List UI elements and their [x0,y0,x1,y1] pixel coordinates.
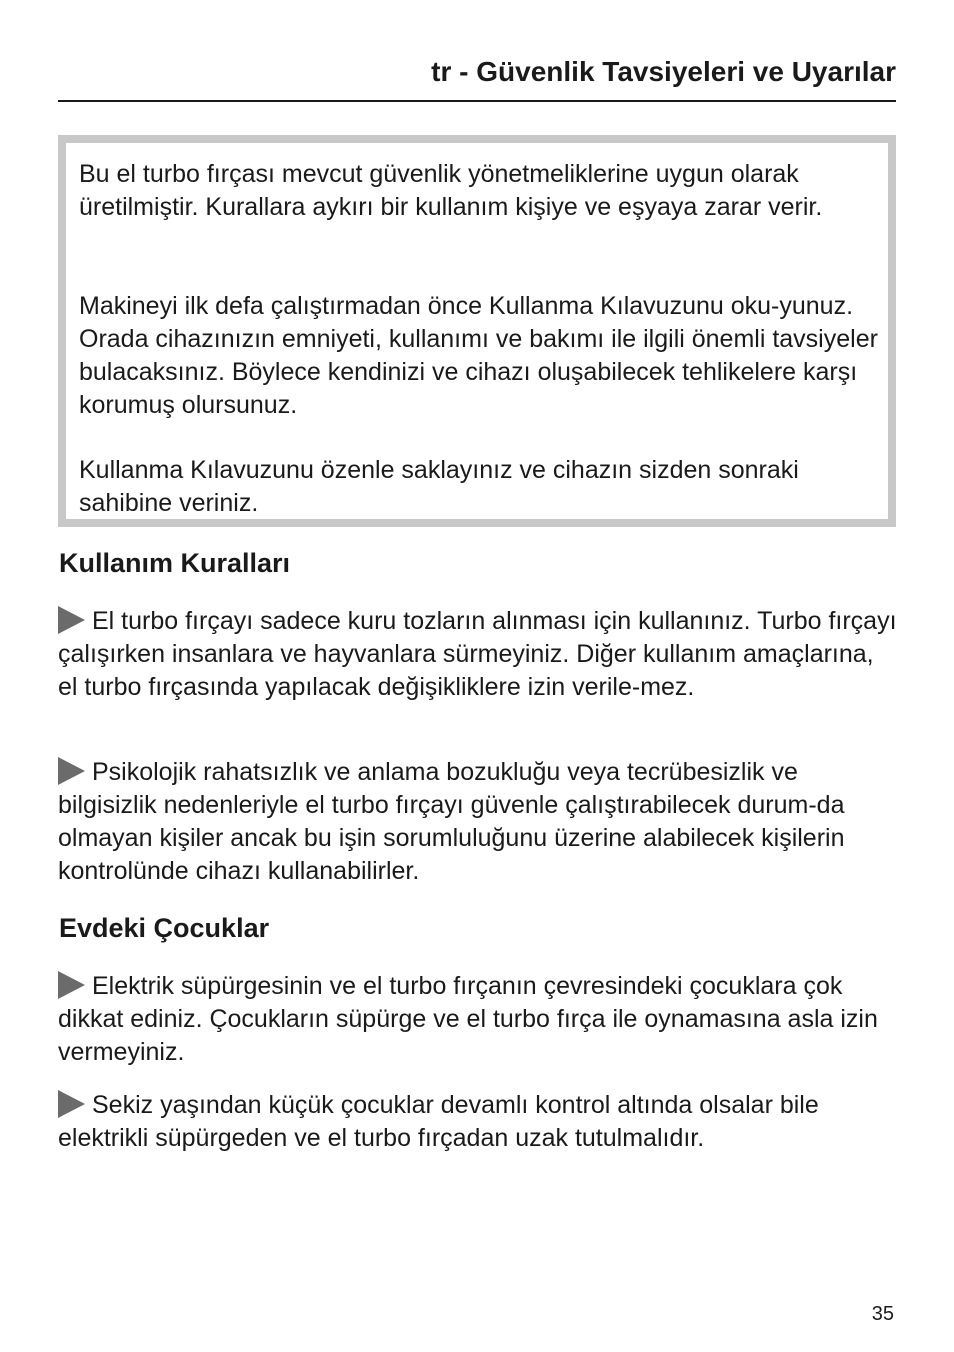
section-heading-kullanim: Kullanım Kuralları [59,548,291,578]
list-item [58,605,898,704]
list-item-text: Psikolojik rahatsızlık ve anlama bozukluğu veya tecrübesizlik ve bilgisizlik nedenleriyle el turbo fırçayı güvenle çalıştırabilecek durum-da olmayan kişiler ancak bu işin sorumluluğunu üzerine alabilecek kişilerin kontrolünde cihazı kullanabilirler. [58,758,845,885]
triangle-right-icon [58,971,85,999]
notice-paragraph-3: Kullanma Kılavuzunu özenle saklayınız ve cihazın sizden sonraki sahibine veriniz. [79,456,799,517]
list-item-text: Elektrik süpürgesinin ve el turbo fırçanın çevresindeki çocuklara çok dikkat ediniz. Çocukların süpürge ve el turbo fırça ile oynamasına asla izin vermeyiniz. [58,972,878,1066]
list-item [58,970,898,1069]
triangle-right-icon [58,1090,85,1118]
list-item [58,1089,898,1155]
page-number: 35 [871,1303,894,1325]
notice-paragraph-2: Makineyi ilk defa çalıştırmadan önce Kullanma Kılavuzunu oku-yunuz. Orada cihazınızın emniyeti, kullanımı ve bakımı ile ilgili önemli tavsiyeler bulacaksınız. Böylece kendinizi ve cihazı oluşabilecek tehlikelere karşı korumuş olursunuz. [79,292,878,419]
section-heading-cocuklar: Evdeki Çocuklar [59,913,270,943]
safety-notice-box [58,135,896,527]
header-title: tr - Güvenlik Tavsiyeleri ve Uyarılar [431,56,896,87]
list-item [58,756,898,888]
notice-paragraph-1: Bu el turbo fırçası mevcut güvenlik yönetmeliklerine uygun olarak üretilmiştir. Kurallara aykırı bir kullanım kişiye ve eşyaya zarar verir. [79,160,823,221]
triangle-right-icon [58,606,85,634]
page-header [58,50,896,102]
triangle-right-icon [58,757,85,785]
list-item-text: Sekiz yaşından küçük çocuklar devamlı kontrol altında olsalar bile elektrikli süpürgeden ve el turbo fırçadan uzak tutulmalıdır. [58,1091,819,1152]
list-item-text: El turbo fırçayı sadece kuru tozların alınması için kullanınız. Turbo fırçayı çalışırken insanlara ve hayvanlara sürmeyiniz. Diğer kullanım amaçlarına, el turbo fırçasında yapılacak değişikliklere izin verile-mez. [58,607,897,701]
